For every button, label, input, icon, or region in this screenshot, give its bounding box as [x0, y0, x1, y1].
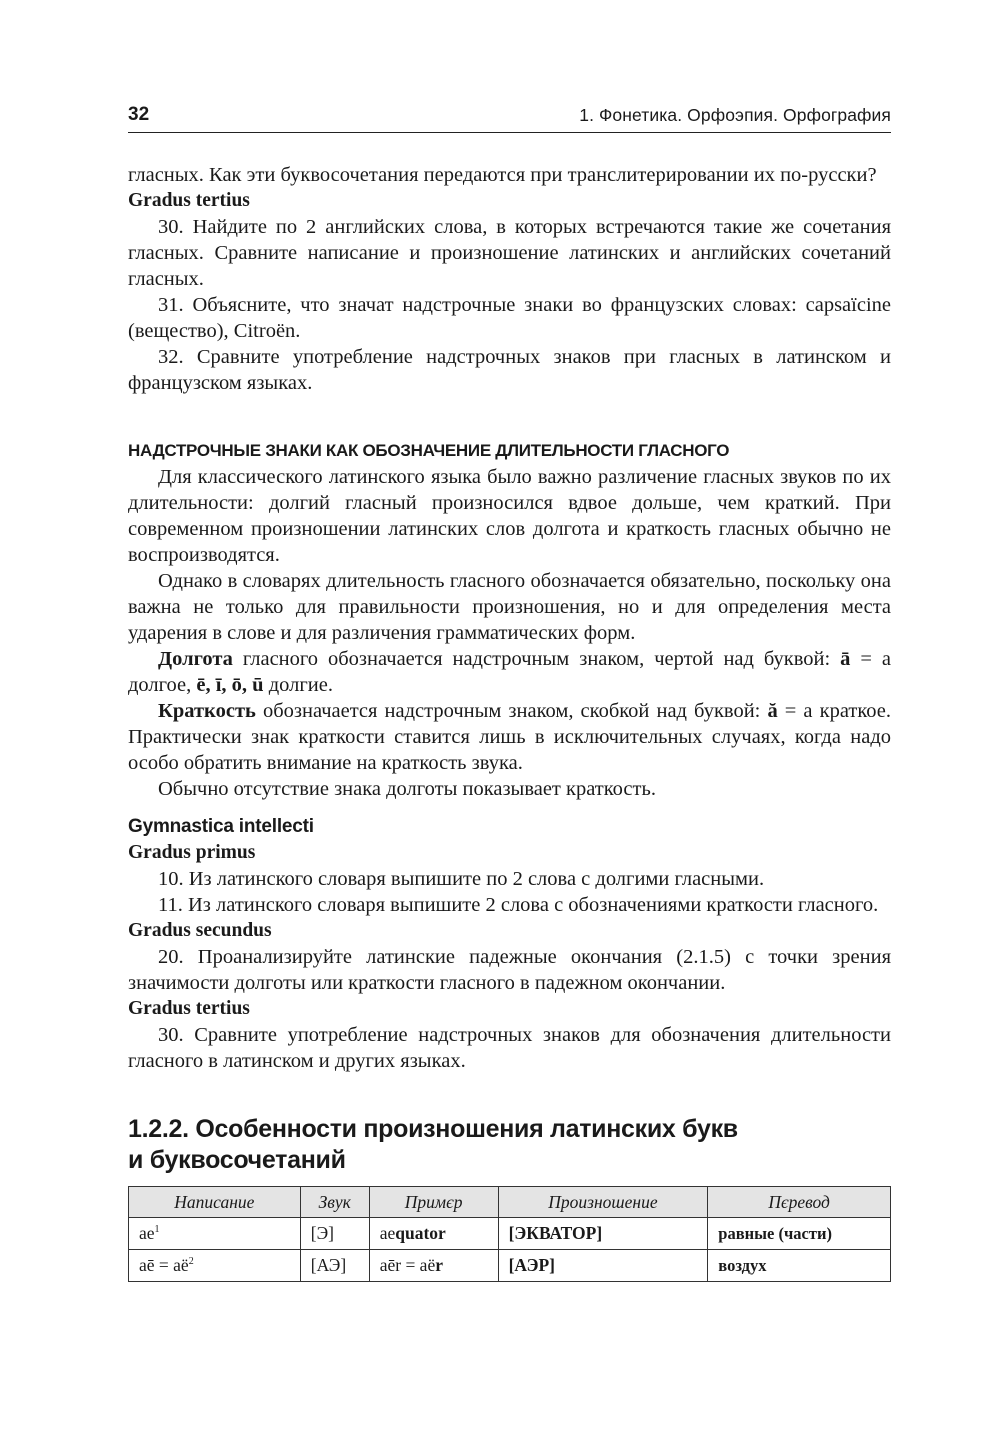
gradus-heading: Gradus tertius: [128, 998, 250, 1019]
example-bold: r: [435, 1255, 444, 1275]
column-header: Примєр: [369, 1187, 498, 1218]
subsection-heading-line: и буквосочетаний: [128, 1146, 346, 1174]
example-bold: quator: [395, 1223, 446, 1243]
section-paragraph-long: [128, 646, 891, 698]
page: [128, 100, 891, 1282]
sound-cell: [Э]: [300, 1218, 369, 1250]
example-letter: ă: [767, 700, 778, 722]
gradus-heading: Gradus primus: [128, 842, 256, 863]
text: = а долгое,: [128, 648, 891, 696]
spelling: aē = aë: [139, 1255, 189, 1275]
subsection-heading-line: 1.2.2. Особенности произношения латинских букв: [128, 1115, 738, 1143]
page-number: 32: [128, 104, 150, 125]
column-header: Написание: [129, 1187, 301, 1218]
example-prefix: aēr = aë: [379, 1255, 436, 1275]
translation-cell: воздух: [708, 1250, 891, 1282]
section-paragraph: Однако в словарях длительность гласного обозначается обязательно, поскольку она важна не только для правильности произношения, но и для определения места ударения в слове и для различения грамматических форм.: [128, 570, 891, 644]
exercise-item: 11. Из латинского словаря выпишите 2 слова с обозначениями краткости гласного.: [158, 894, 879, 916]
spelling: ae: [139, 1223, 155, 1243]
term: Долгота: [158, 648, 233, 670]
gradus-heading: Gradus secundus: [128, 920, 272, 941]
section-paragraph-short: [128, 698, 891, 776]
subsection-heading: [128, 1114, 891, 1176]
gradus-heading: Gradus tertius: [128, 190, 250, 211]
section-paragraph: Для классического латинского языка было важно различение гласных звуков по их длительности: долгий гласный произносился вдвое дольше, чем краткий. При современном произношении латинских слов долгота и краткость гласных обычно не воспроизводятся.: [128, 466, 891, 566]
exercise-item: 31. Объясните, что значат надстрочные знаки во французских словах: capsaïcine (вещество), Citroën.: [128, 294, 891, 342]
example-letter: ā: [840, 648, 851, 670]
text: обозначается надстрочным знаком, скобкой над буквой:: [255, 700, 768, 722]
pronunciation-cell: [ЭКВАТОР]: [498, 1218, 708, 1250]
example-cell: [369, 1250, 498, 1282]
chapter-title: 1. Фонетика. Орфоэпия. Орфография: [579, 105, 891, 125]
exercise-item: 30. Сравните употребление надстрочных знаков для обозначения длительности гласного в латинском и других языках.: [128, 1024, 891, 1072]
example-prefix: ae: [379, 1223, 396, 1243]
text: долгие.: [263, 674, 333, 696]
example-vowels: ē, ī, ō, ū: [196, 674, 264, 696]
gymnastica-heading: Gymnastica intellecti: [128, 816, 314, 837]
pronunciation-cell: [АЭР]: [498, 1250, 708, 1282]
table-row: [129, 1250, 891, 1282]
table-header-row: [129, 1187, 891, 1218]
term: Краткость: [158, 700, 256, 722]
spelling-cell: [129, 1250, 301, 1282]
table-row: [129, 1218, 891, 1250]
translation-cell: равные (части): [708, 1218, 891, 1250]
pronunciation-table: [128, 1186, 891, 1282]
spelling-cell: [129, 1218, 301, 1250]
exercise-item: 30. Найдите по 2 английских слова, в которых встречаются такие же сочетания гласных. Сравните написание и произношение латинских и английских сочетаний гласных.: [128, 216, 891, 290]
example-cell: [369, 1218, 498, 1250]
exercise-item: 10. Из латинского словаря выпишите по 2 слова с долгими гласными.: [158, 868, 765, 890]
text: = а краткое. Практически знак краткости ставится лишь в исключительных случаях, когда надо особо обратить внимание на краткость звука.: [128, 700, 891, 774]
column-header: Звук: [300, 1187, 369, 1218]
footnote-mark: 2: [188, 1256, 194, 1268]
footnote-mark: 1: [154, 1224, 160, 1236]
column-header: Произношение: [498, 1187, 708, 1218]
section-paragraph: Обычно отсутствие знака долготы показывает краткость.: [158, 778, 656, 800]
text: гласного обозначается надстрочным знаком, чертой над буквой:: [232, 648, 841, 670]
running-header: [128, 100, 891, 133]
column-header: Пєревод: [708, 1187, 891, 1218]
section-heading: НАДСТРОЧНЫЕ ЗНАКИ КАК ОБОЗНАЧЕНИЕ ДЛИТЕЛЬНОСТИ ГЛАСНОГО: [128, 441, 730, 460]
exercise-item: 20. Проанализируйте латинские падежные окончания (2.1.5) с точки зрения значимости долготы или краткости гласного в падежном окончании.: [128, 946, 891, 994]
exercise-item: 32. Сравните употребление надстрочных знаков при гласных в латинском и французском языках.: [128, 346, 891, 394]
continuation-paragraph: гласных. Как эти буквосочетания передаются при транслитерировании их по-русски?: [128, 164, 877, 186]
sound-cell: [АЭ]: [300, 1250, 369, 1282]
